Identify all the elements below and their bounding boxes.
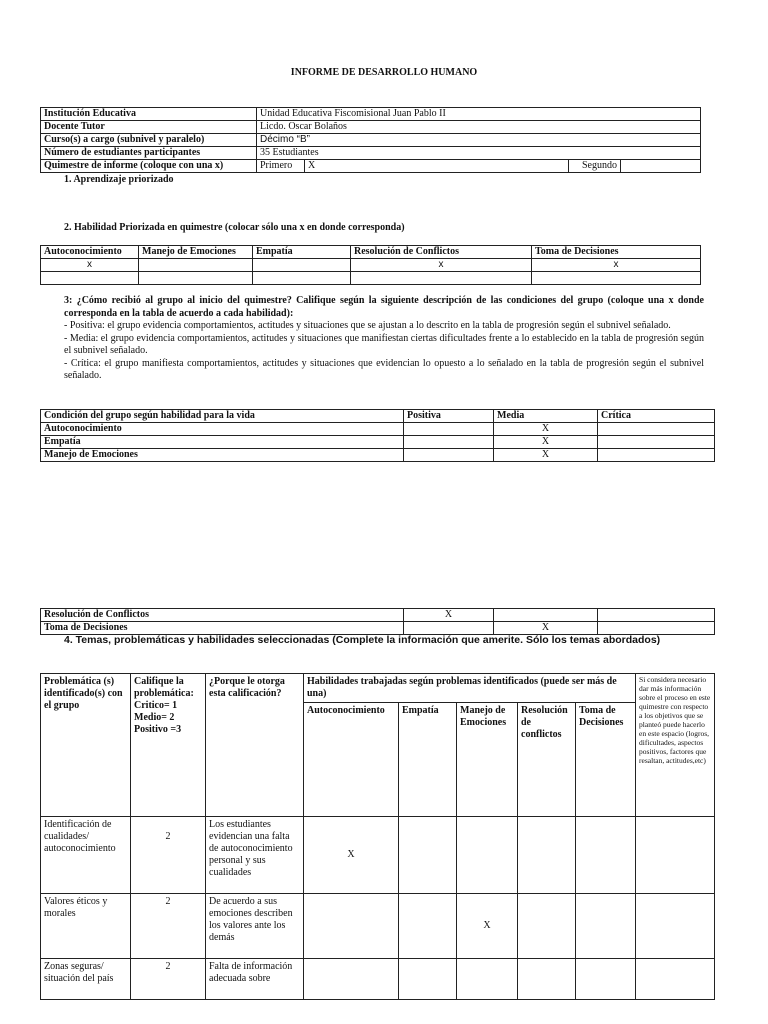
- topics-problematica: Valores éticos y morales: [41, 894, 131, 959]
- topics-problematica: Identificación de cualidades/ autoconocimiento: [41, 817, 131, 894]
- topics-mark: X: [457, 894, 518, 959]
- quimestre-segundo: Segundo: [569, 160, 621, 173]
- condition-skill: Empatía: [41, 436, 404, 449]
- skills-empty-row: [41, 272, 701, 285]
- info-label: Número de estudiantes participantes: [41, 147, 257, 160]
- condition-critica: [598, 436, 715, 449]
- topics-calificacion: 2: [131, 894, 206, 959]
- topics-mark: [399, 959, 457, 1000]
- condition-positiva: [404, 423, 494, 436]
- info-value: Unidad Educativa Fiscomisional Juan Pablo II: [257, 108, 701, 121]
- topics-subheader: Toma de Decisiones: [576, 703, 636, 817]
- condition-critica: [598, 423, 715, 436]
- quimestre-label: Quimestre de informe (coloque con una x): [41, 160, 257, 173]
- topics-row: [41, 894, 715, 959]
- skills-mark: [253, 259, 351, 272]
- info-value: 35 Estudiantes: [257, 147, 701, 160]
- skills-header: Autoconocimiento: [41, 246, 139, 259]
- topics-note: [636, 959, 715, 1000]
- skills-header: Empatía: [253, 246, 351, 259]
- section-3-question: 3: ¿Cómo recibió al grupo al inicio del quimestre? Califique según la siguiente descripción de las condiciones del grupo (coloque una x donde corresponda en la tabla de acuerdo a cada habilidad):: [64, 295, 704, 319]
- info-row: [41, 121, 701, 134]
- info-row: [41, 134, 701, 147]
- condition-critica: [598, 609, 715, 622]
- condition-skill: Autoconocimiento: [41, 423, 404, 436]
- condition-header: Condición del grupo según habilidad para la vida: [41, 410, 404, 423]
- info-label: Curso(s) a cargo (subnivel y paralelo): [41, 134, 257, 147]
- topics-porque: De acuerdo a sus emociones describen los valores ante los demás: [206, 894, 304, 959]
- topics-mark: [457, 959, 518, 1000]
- info-label: Institución Educativa: [41, 108, 257, 121]
- section-2-heading: 2. Habilidad Priorizada en quimestre (colocar sólo una x en donde corresponda): [64, 222, 405, 233]
- quimestre-segundo-mark: [621, 160, 701, 173]
- section-3-critica: - Crítica: el grupo manifiesta comportamientos, actitudes y situaciones que evidencian lo opuesto a lo señalado en la tabla de progresión según el subnivel señalado.: [64, 357, 704, 381]
- skills-mark-row: [41, 259, 701, 272]
- condition-media: X: [494, 423, 598, 436]
- topics-mark: [304, 894, 399, 959]
- skills-header: Resolución de Conflictos: [351, 246, 532, 259]
- topics-calificacion: 2: [131, 959, 206, 1000]
- condition-row: [41, 449, 715, 462]
- topics-table: [40, 673, 715, 1000]
- condition-positiva: [404, 449, 494, 462]
- info-row: [41, 147, 701, 160]
- info-value: Licdo. Oscar Bolaños: [257, 121, 701, 134]
- info-table: [40, 107, 701, 173]
- topics-calificacion: 2: [131, 817, 206, 894]
- condition-media: X: [494, 449, 598, 462]
- info-label: Docente Tutor: [41, 121, 257, 134]
- topics-porque: Falta de información adecuada sobre: [206, 959, 304, 1000]
- section-3-text: [64, 295, 704, 383]
- topics-row: [41, 817, 715, 894]
- topics-note: [636, 817, 715, 894]
- topics-mark: [399, 817, 457, 894]
- condition-positiva: [404, 436, 494, 449]
- topics-row: [41, 959, 715, 1000]
- info-value: Décimo “B”: [257, 134, 701, 147]
- condition-positiva: X: [404, 609, 494, 622]
- topics-mark: [518, 817, 576, 894]
- topics-mark: [576, 894, 636, 959]
- skills-mark: x: [532, 259, 701, 272]
- topics-mark: [304, 959, 399, 1000]
- topics-header-note: Si considera necesario dar más información sobre el proceso en este quimestre con respecto a los objetivos que se planteó puede hacerlo en este espacio (logros, dificultades, aspectos positivos, factores que resaltan, actitudes,etc): [636, 674, 715, 817]
- condition-row: [41, 423, 715, 436]
- topics-header-porque: ¿Porque le otorga esta calificación?: [206, 674, 304, 817]
- topics-note: [636, 894, 715, 959]
- condition-row: [41, 609, 715, 622]
- condition-media: X: [494, 436, 598, 449]
- topics-subheader: Empatía: [399, 703, 457, 817]
- quimestre-row: [41, 160, 701, 173]
- topics-mark: [457, 817, 518, 894]
- section-1-heading: 1. Aprendizaje priorizado: [64, 174, 174, 185]
- topics-header-habilidades: Habilidades trabajadas según problemas identificados (puede ser más de una): [304, 674, 636, 703]
- condition-header: Positiva: [404, 410, 494, 423]
- page-title: INFORME DE DESARROLLO HUMANO: [290, 67, 478, 78]
- condition-skill: Resolución de Conflictos: [41, 609, 404, 622]
- condition-table-continued: [40, 608, 715, 635]
- topics-subheader: Manejo de Emociones: [457, 703, 518, 817]
- topics-porque: Los estudiantes evidencian una falta de autoconocimiento personal y sus cualidades: [206, 817, 304, 894]
- quimestre-primero-mark: X: [305, 160, 569, 173]
- skills-header: Manejo de Emociones: [139, 246, 253, 259]
- topics-mark: [399, 894, 457, 959]
- section-4-heading: 4. Temas, problemáticas y habilidades seleccionadas (Complete la información que amerite. Sólo los temas abordados): [64, 634, 661, 646]
- section-3-positiva: - Positiva: el grupo evidencia comportamientos, actitudes y situaciones que se ajustan a lo descrito en la tabla de progresión según el subnivel señalado.: [64, 320, 671, 331]
- condition-skill: Manejo de Emociones: [41, 449, 404, 462]
- topics-problematica: Zonas seguras/ situación del país: [41, 959, 131, 1000]
- condition-header: Media: [494, 410, 598, 423]
- condition-media: [494, 609, 598, 622]
- condition-table: [40, 409, 715, 462]
- topics-mark: [576, 959, 636, 1000]
- topics-header-califique: Califique la problemática: Critico= 1 Medio= 2 Positivo =3: [131, 674, 206, 817]
- condition-row: [41, 436, 715, 449]
- topics-header-problematica: Problemática (s) identificado(s) con el grupo: [41, 674, 131, 817]
- condition-skill: Toma de Decisiones: [41, 622, 404, 635]
- topics-mark: [518, 894, 576, 959]
- condition-header: Crítica: [598, 410, 715, 423]
- skills-header-row: [41, 246, 701, 259]
- topics-subheader: Resolución de conflictos: [518, 703, 576, 817]
- skills-header: Toma de Decisiones: [532, 246, 701, 259]
- info-row: [41, 108, 701, 121]
- condition-media: X: [494, 622, 598, 635]
- topics-header-row: [41, 674, 715, 703]
- skills-table: [40, 245, 701, 285]
- topics-mark: [576, 817, 636, 894]
- condition-critica: [598, 449, 715, 462]
- skills-mark: [139, 259, 253, 272]
- quimestre-primero: Primero: [257, 160, 305, 173]
- condition-header-row: [41, 410, 715, 423]
- section-3-media: - Media: el grupo evidencia comportamientos, actitudes y situaciones que manifiestan ciertas dificultades frente a lo establecido en la tabla de progresión según el subnivel señalado.: [64, 332, 704, 356]
- topics-mark: [518, 959, 576, 1000]
- topics-mark: X: [304, 817, 399, 894]
- skills-mark: x: [351, 259, 532, 272]
- topics-subheader: Autoconocimiento: [304, 703, 399, 817]
- skills-mark: x: [41, 259, 139, 272]
